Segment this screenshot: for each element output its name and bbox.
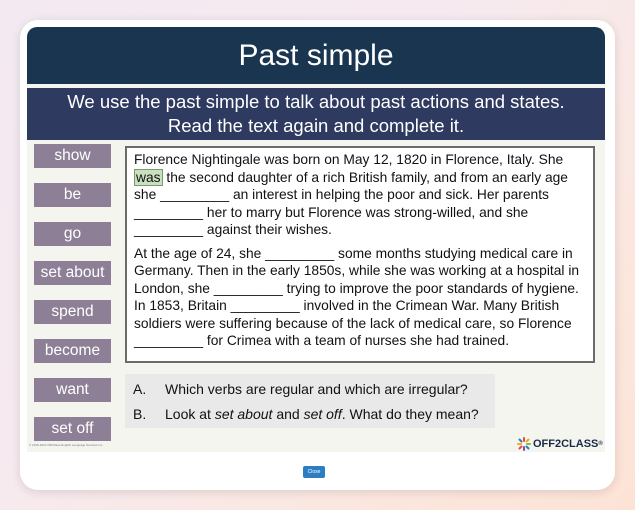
verb-chip[interactable]: spend [34,300,111,324]
verb-chip[interactable]: go [34,222,111,246]
logo-burst-icon [517,437,531,451]
off2class-logo [517,437,603,451]
emphasis: set off [303,406,342,422]
question-a [133,381,468,397]
emphasis: set about [214,406,273,422]
logo-text: OFF2CLASS [533,438,599,450]
questions-box [125,374,495,428]
text-run: the second daughter of a rich British family, and from an early age she _________ an interest in helping the poor and sick. Her parents _________ her to marry but Florence was strong-willed, and she _________ against their wishes. [134,169,568,237]
highlighted-answer[interactable]: was [136,169,161,185]
verb-chip[interactable]: become [34,339,111,363]
close-button[interactable]: Close [303,466,325,478]
verb-chip[interactable]: set about [34,261,111,285]
text-run: . What do they mean? [341,406,479,422]
verb-chip[interactable]: want [34,378,111,402]
subtitle-line-1: We use the past simple to talk about past actions and states. [67,91,565,112]
verb-chip[interactable]: show [34,144,111,168]
verb-chip[interactable]: set off [34,417,111,441]
question-text [165,406,479,422]
question-b [133,406,479,422]
copyright-text: © 2016-2024 Off2Class English Language Services Inc. [29,443,104,447]
question-letter: A. [133,381,147,397]
slide-subtitle [27,88,605,140]
slide [27,27,605,452]
text-run: and [272,406,304,422]
subtitle-line-2: Read the text again and complete it. [167,115,465,136]
text-run: Look at [165,406,215,422]
reading-text-box [125,146,595,363]
verb-chip[interactable]: be [34,183,111,207]
question-text: Which verbs are regular and which are irregular? [165,381,468,397]
slide-title: Past simple [27,27,605,84]
question-letter: B. [133,406,147,422]
paragraph-2: At the age of 24, she _________ some months studying medical care in Germany. Then in the early 1850s, while she was working at a hospital in London, she _________ trying to improve the poor standards of hygiene. In 1853, Britain _________ involved in the Crimean War. Many British soldiers were suffering because of the lack of medical care, so Florence _________ for Crimea with a team of nurses she had trained. [134,245,580,348]
logo-registered-mark: ® [598,441,603,447]
text-run: Florence Nightingale was born on May 12, 1820 in Florence, Italy. She [134,152,564,167]
paragraph-1 [134,151,586,239]
